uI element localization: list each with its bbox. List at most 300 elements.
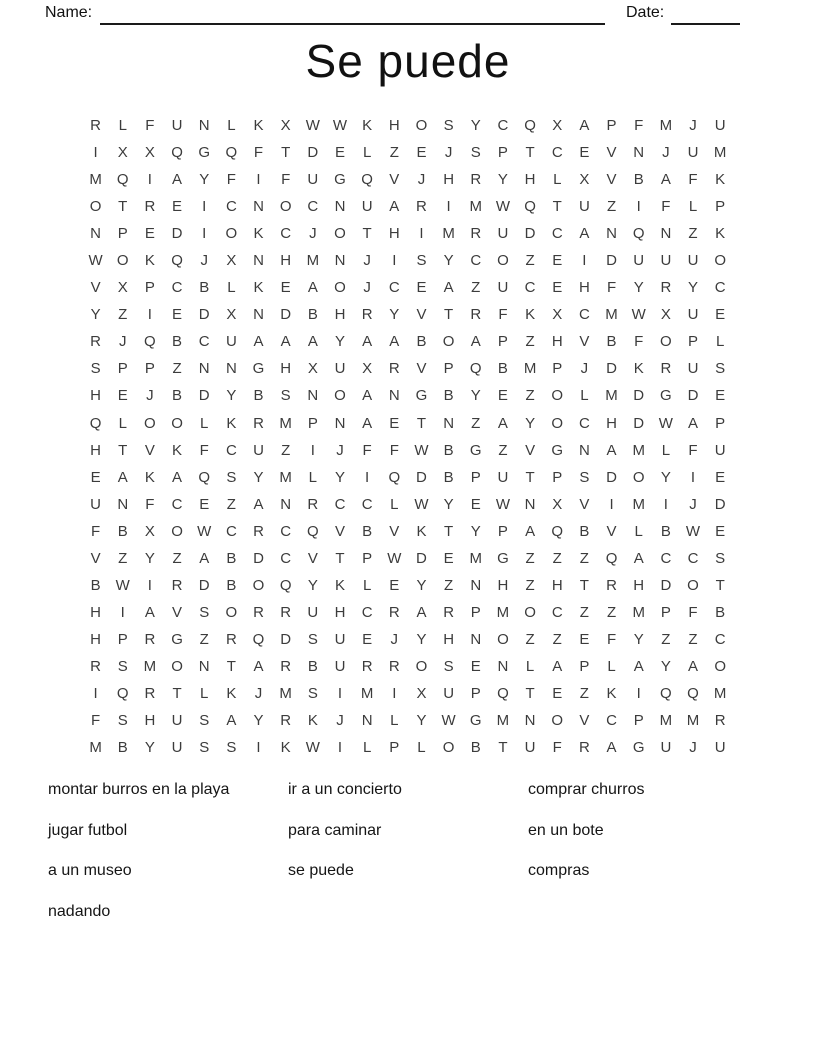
grid-letter-r6-c8: H [280,252,292,270]
grid-letter-r12-c22: W [658,414,673,432]
grid-letter-r2-c4: Q [171,144,183,162]
grid-letter-r14-c18: P [552,468,563,486]
grid-letter-r14-c14: B [443,468,454,486]
grid-letter-r6-c7: N [253,252,264,270]
grid-letter-r16-c12: V [389,522,400,540]
grid-letter-r7-c18: E [552,279,563,297]
grid-letter-r18-c7: O [252,576,265,594]
grid-letter-r6-c13: S [416,252,427,270]
grid-letter-r21-c19: P [579,657,590,675]
grid-letter-r21-c14: S [443,657,454,675]
grid-letter-r17-c4: Z [172,549,182,567]
grid-letter-r9-c12: A [389,333,400,351]
grid-letter-r17-c14: E [443,549,454,567]
grid-letter-r11-c8: S [280,387,291,405]
grid-letter-r15-c13: W [414,495,429,513]
grid-letter-r13-c5: F [199,441,209,459]
grid-letter-r13-c17: V [525,441,536,459]
grid-letter-r1-c17: Q [524,117,536,135]
grid-letter-r9-c18: H [551,333,563,351]
grid-letter-r20-c9: S [307,630,318,648]
grid-letter-r22-c3: R [144,685,156,702]
grid-letter-r19-c8: R [280,603,292,621]
grid-letter-r18-c3: I [147,576,152,594]
grid-letter-r1-c19: A [579,117,590,135]
grid-letter-r3-c1: M [89,171,102,189]
grid-letter-r5-c24: K [715,225,726,243]
grid-letter-r17-c18: Z [552,549,562,567]
word-list-column-2 [288,781,402,903]
grid-letter-r22-c24: M [713,685,727,702]
grid-letter-r14-c20: D [606,468,617,486]
grid-letter-r7-c8: E [280,279,291,297]
grid-letter-r7-c6: L [227,279,236,297]
grid-letter-r5-c15: R [470,225,482,243]
grid-letter-r24-c8: K [280,739,291,757]
grid-letter-r12-c11: A [362,414,373,432]
grid-letter-r24-c13: L [417,739,426,757]
grid-letter-r22-c8: M [279,685,292,702]
grid-letter-r15-c23: J [689,495,697,513]
grid-letter-r16-c22: B [660,522,671,540]
grid-letter-r16-c10: V [334,522,345,540]
grid-letter-r15-c12: L [390,495,399,513]
grid-letter-r22-c21: I [636,685,641,702]
grid-letter-r5-c14: M [442,225,455,243]
grid-letter-r1-c21: F [634,117,644,135]
grid-letter-r13-c22: L [661,441,671,459]
grid-letter-r5-c23: Z [688,225,698,243]
grid-letter-r4-c10: N [334,198,346,216]
grid-letter-r5-c1: N [90,225,101,243]
grid-letter-r20-c6: R [225,630,237,648]
grid-letter-r20-c15: N [470,630,482,648]
grid-letter-r6-c15: C [470,252,482,270]
grid-letter-r19-c10: H [334,603,346,621]
grid-letter-r15-c18: X [552,495,563,513]
grid-letter-r18-c18: H [551,576,563,594]
grid-letter-r21-c4: O [171,657,183,675]
grid-letter-r17-c9: V [307,549,318,567]
grid-letter-r22-c11: M [360,685,374,702]
grid-letter-r23-c22: M [659,712,673,730]
grid-letter-r10-c16: B [497,360,508,378]
grid-letter-r4-c9: C [307,198,319,216]
grid-letter-r14-c10: Y [334,468,345,486]
grid-letter-r17-c24: S [715,549,726,567]
grid-letter-r2-c21: N [633,144,645,162]
grid-letter-r20-c16: O [497,630,509,648]
grid-letter-r8-c12: Y [389,306,400,324]
grid-letter-r19-c16: M [496,603,510,621]
grid-letter-r16-c13: K [416,522,427,540]
grid-letter-r20-c3: R [144,630,156,648]
grid-letter-r15-c22: I [663,495,668,513]
grid-letter-r24-c9: W [305,739,320,757]
grid-letter-r17-c11: P [362,549,373,567]
grid-letter-r16-c19: B [579,522,590,540]
grid-letter-r2-c10: E [334,144,345,162]
grid-letter-r5-c11: T [362,225,372,243]
grid-letter-r24-c7: I [256,739,261,757]
grid-letter-r6-c2: O [116,252,129,270]
grid-letter-r1-c23: J [689,117,697,135]
grid-letter-r10-c18: P [552,360,563,378]
grid-letter-r8-c18: X [552,306,563,324]
grid-letter-r16-c23: W [685,522,701,540]
grid-letter-r2-c8: T [281,144,291,162]
grid-letter-r9-c23: P [688,333,699,351]
grid-letter-r12-c3: O [144,414,156,432]
grid-letter-r7-c5: B [199,279,210,297]
grid-letter-r19-c2: I [120,603,125,621]
grid-letter-r21-c23: A [688,657,699,675]
grid-letter-r9-c1: R [90,333,101,351]
grid-letter-r15-c8: N [280,495,292,513]
grid-letter-r21-c5: N [198,657,210,675]
grid-letter-r11-c6: Y [226,387,237,405]
grid-letter-r14-c19: S [579,468,590,486]
grid-letter-r21-c18: A [552,657,563,675]
grid-letter-r8-c22: X [660,306,671,324]
grid-letter-r7-c23: Y [688,279,699,297]
grid-letter-r21-c24: O [714,657,726,675]
grid-letter-r12-c4: O [171,414,183,432]
grid-letter-r4-c8: O [279,198,292,216]
grid-letter-r8-c20: M [605,306,618,324]
grid-letter-r11-c13: G [415,387,428,405]
grid-letter-r14-c8: M [279,468,292,486]
grid-letter-r23-c24: R [714,712,726,730]
grid-letter-r2-c18: C [551,144,563,162]
grid-letter-r20-c11: E [362,630,373,648]
grid-letter-r16-c15: Y [470,522,481,540]
grid-letter-r18-c4: R [171,576,183,594]
grid-letter-r21-c21: A [633,657,644,675]
grid-letter-r7-c9: A [307,279,318,297]
grid-letter-r4-c6: C [225,198,237,216]
grid-letter-r2-c3: X [144,144,155,162]
grid-letter-r13-c15: G [469,441,482,459]
grid-letter-r16-c9: Q [306,522,319,540]
grid-letter-r24-c11: L [362,739,372,757]
grid-letter-r24-c3: Y [144,739,155,757]
grid-letter-r22-c2: Q [116,685,129,702]
grid-letter-r20-c7: Q [252,630,265,648]
grid-letter-r18-c9: Y [307,576,318,594]
grid-letter-r11-c15: Y [470,387,481,405]
grid-letter-r12-c6: K [226,414,237,432]
grid-letter-r20-c2: P [117,630,128,648]
grid-letter-r12-c16: A [497,414,508,432]
grid-letter-r9-c20: B [606,333,617,351]
grid-letter-r2-c16: P [497,144,508,162]
grid-letter-r14-c7: Y [253,468,264,486]
grid-letter-r9-c16: P [497,333,508,351]
grid-letter-r24-c18: F [552,739,562,757]
word-list-item: comprar churros [528,781,645,798]
grid-letter-r15-c6: Z [226,495,236,513]
grid-letter-r12-c7: R [253,414,264,432]
grid-letter-r4-c22: F [661,198,671,216]
grid-letter-r23-c11: N [361,712,373,730]
grid-letter-r4-c14: I [446,198,451,216]
grid-letter-r18-c23: O [687,576,699,594]
grid-letter-r3-c9: U [307,171,319,189]
grid-letter-r7-c13: E [416,279,427,297]
grid-letter-r15-c17: N [524,495,536,513]
grid-letter-r12-c17: Y [525,414,536,432]
grid-letter-r19-c1: H [90,603,101,621]
grid-letter-r3-c12: V [389,171,400,189]
grid-letter-r1-c1: R [90,117,101,135]
grid-letter-r15-c4: C [171,495,183,513]
grid-letter-r15-c15: E [470,495,481,513]
grid-letter-r16-c5: W [197,522,212,540]
grid-letter-r7-c21: Y [633,279,644,297]
grid-letter-r7-c10: O [334,279,346,297]
grid-letter-r20-c4: G [171,630,183,648]
grid-letter-r8-c8: D [280,306,292,324]
grid-letter-r12-c5: L [200,414,209,432]
grid-letter-r7-c11: J [363,279,371,297]
word-list-item: se puede [288,862,354,880]
grid-letter-r2-c5: G [198,144,211,162]
grid-letter-r5-c16: U [497,225,509,243]
grid-letter-r22-c18: E [552,685,563,702]
grid-letter-r15-c5: E [199,495,210,513]
grid-letter-r14-c22: Y [660,468,671,486]
grid-letter-r1-c22: M [659,117,673,135]
grid-letter-r3-c3: I [147,171,152,189]
grid-letter-r10-c1: S [90,360,101,378]
grid-letter-r24-c21: G [632,739,645,757]
grid-letter-r8-c19: C [578,306,590,324]
grid-letter-r14-c16: U [497,468,509,486]
grid-letter-r12-c21: D [633,414,645,432]
grid-letter-r5-c12: H [388,225,400,243]
grid-letter-r6-c24: O [714,252,726,270]
grid-letter-r23-c23: M [686,712,700,730]
grid-letter-r5-c20: N [606,225,617,243]
grid-letter-r19-c20: Z [606,603,617,621]
grid-letter-r21-c20: L [607,657,616,675]
grid-letter-r19-c11: C [361,603,373,621]
grid-letter-r22-c20: K [606,685,617,702]
grid-letter-r21-c6: T [226,657,236,675]
grid-letter-r20-c12: J [390,630,399,648]
word-search-grid [82,112,734,761]
grid-letter-r1-c2: L [118,117,127,135]
grid-letter-r19-c7: R [253,603,264,621]
grid-letter-r20-c20: F [606,630,617,648]
grid-letter-r15-c1: U [90,495,101,513]
grid-letter-r22-c1: I [93,685,98,702]
grid-letter-r15-c10: C [334,495,346,513]
grid-letter-r8-c21: W [631,306,646,324]
grid-letter-r22-c4: T [172,685,182,702]
grid-letter-r23-c17: N [524,712,536,730]
grid-letter-r8-c7: N [253,306,264,324]
grid-letter-r4-c11: U [361,198,373,216]
grid-letter-r5-c17: D [524,225,536,243]
grid-letter-r14-c13: D [416,468,427,486]
grid-letter-r13-c19: N [578,441,590,459]
grid-letter-r1-c5: N [198,117,210,135]
grid-letter-r3-c20: V [606,171,617,189]
grid-letter-r16-c18: Q [551,522,564,540]
grid-letter-r8-c13: V [416,306,427,324]
grid-letter-r22-c19: Z [579,685,589,702]
grid-letter-r22-c5: L [200,685,209,702]
grid-letter-r9-c19: V [579,333,590,351]
grid-letter-r4-c13: R [416,198,427,216]
grid-letter-r20-c21: Y [633,630,644,648]
grid-letter-r16-c7: R [253,522,264,540]
grid-letter-r11-c3: J [146,387,154,405]
grid-letter-r11-c14: B [443,387,454,405]
grid-letter-r14-c9: L [308,468,317,486]
grid-letter-r6-c16: O [497,252,509,270]
grid-letter-r24-c14: O [442,739,455,757]
grid-letter-r6-c17: Z [525,252,535,270]
grid-letter-r8-c2: Z [118,306,128,324]
grid-letter-r9-c9: A [307,333,318,351]
grid-letter-r9-c10: Y [334,333,345,351]
grid-letter-r17-c21: A [633,549,644,567]
grid-letter-r16-c24: E [715,522,726,540]
grid-letter-r10-c14: P [443,360,454,378]
grid-letter-r7-c4: C [171,279,183,297]
grid-letter-r14-c6: S [226,468,237,486]
grid-letter-r21-c8: R [280,657,292,675]
grid-letter-r7-c7: K [253,279,264,297]
grid-letter-r23-c15: G [469,712,482,730]
grid-letter-r3-c4: A [172,171,183,189]
grid-letter-r4-c4: E [172,198,183,216]
word-list-item: jugar futbol [48,821,128,839]
grid-letter-r10-c3: P [144,360,155,378]
grid-letter-r23-c9: K [307,712,318,730]
grid-letter-r20-c14: H [443,630,455,648]
grid-letter-r2-c6: Q [225,144,238,162]
grid-letter-r24-c10: I [337,739,343,757]
grid-letter-r16-c6: C [225,522,237,540]
grid-letter-r8-c17: K [525,306,536,324]
grid-letter-r2-c23: U [687,144,699,162]
grid-letter-r6-c6: X [226,252,237,270]
grid-letter-r5-c7: K [253,225,264,243]
grid-letter-r11-c2: E [117,387,128,405]
grid-letter-r5-c3: E [144,225,155,243]
grid-letter-r3-c11: Q [361,171,373,189]
grid-letter-r10-c2: P [117,360,128,378]
grid-letter-r6-c19: I [582,252,587,270]
grid-letter-r13-c18: G [551,441,564,459]
grid-letter-r3-c22: A [660,171,671,189]
grid-letter-r22-c23: Q [687,685,699,702]
grid-letter-r6-c11: J [363,252,371,270]
grid-letter-r10-c13: V [416,360,427,378]
grid-letter-r11-c24: E [715,387,726,405]
grid-letter-r18-c24: T [715,576,725,594]
grid-letter-r21-c11: R [361,657,373,675]
grid-letter-r19-c14: R [443,603,455,621]
grid-letter-r17-c7: D [253,549,264,567]
grid-letter-r13-c2: T [118,441,128,459]
grid-letter-r13-c11: F [362,441,372,459]
grid-letter-r17-c23: C [687,549,699,567]
grid-letter-r16-c14: T [444,522,454,540]
grid-letter-r22-c22: Q [660,685,672,702]
grid-letter-r21-c13: O [415,657,428,675]
grid-letter-r14-c4: A [172,468,183,486]
grid-letter-r6-c12: I [392,252,397,270]
grid-letter-r3-c23: F [688,171,698,189]
grid-letter-r14-c15: P [470,468,481,486]
word-list-item: compras [528,862,590,880]
grid-letter-r17-c5: A [199,549,210,567]
grid-letter-r1-c11: K [362,117,373,135]
grid-letter-r24-c16: T [498,739,508,757]
grid-letter-r13-c4: K [172,441,183,459]
word-list-item: montar burros en la playa [48,781,230,798]
grid-letter-r13-c7: U [253,441,264,459]
grid-letter-r13-c9: I [310,441,315,459]
grid-letter-r10-c7: G [252,360,265,378]
grid-letter-r21-c16: N [497,657,509,675]
grid-letter-r3-c15: R [470,171,482,189]
grid-letter-r17-c20: Q [605,549,618,567]
grid-letter-r5-c4: D [171,225,183,243]
grid-letter-r11-c21: D [633,387,645,405]
grid-letter-r19-c15: P [470,603,481,621]
grid-letter-r19-c21: M [632,603,645,621]
grid-letter-r8-c6: X [226,306,237,324]
grid-letter-r2-c7: F [253,144,264,162]
grid-letter-r21-c12: R [388,657,400,675]
grid-letter-r14-c5: Q [198,468,211,486]
grid-letter-r22-c6: K [226,685,237,702]
grid-letter-r3-c21: B [633,171,644,189]
grid-letter-r7-c3: P [144,279,155,297]
grid-letter-r24-c5: S [199,739,210,757]
grid-letter-r8-c16: F [498,306,508,324]
grid-letter-r24-c12: P [389,739,400,757]
grid-letter-r14-c17: T [525,468,535,486]
grid-letter-r7-c15: Z [471,279,481,297]
grid-letter-r18-c12: E [389,576,400,594]
grid-letter-r1-c10: W [332,117,348,135]
grid-letter-r4-c24: P [715,198,726,216]
grid-letter-r12-c1: Q [89,414,102,432]
grid-letter-r2-c12: Z [389,144,399,162]
grid-letter-r15-c14: Y [443,495,454,513]
grid-letter-r7-c22: R [660,279,672,297]
grid-letter-r18-c5: D [198,576,210,594]
grid-letter-r23-c14: W [441,712,456,730]
grid-letter-r20-c13: Y [416,630,427,648]
grid-letter-r7-c16: U [497,279,509,297]
grid-letter-r1-c7: K [253,117,264,135]
grid-letter-r13-c23: F [688,441,698,459]
grid-letter-r19-c5: S [199,603,210,621]
grid-letter-r19-c19: Z [579,603,589,621]
grid-letter-r24-c4: U [171,739,183,757]
grid-letter-r2-c17: T [525,144,535,162]
grid-letter-r5-c19: A [579,225,590,243]
grid-letter-r1-c9: W [305,117,320,135]
